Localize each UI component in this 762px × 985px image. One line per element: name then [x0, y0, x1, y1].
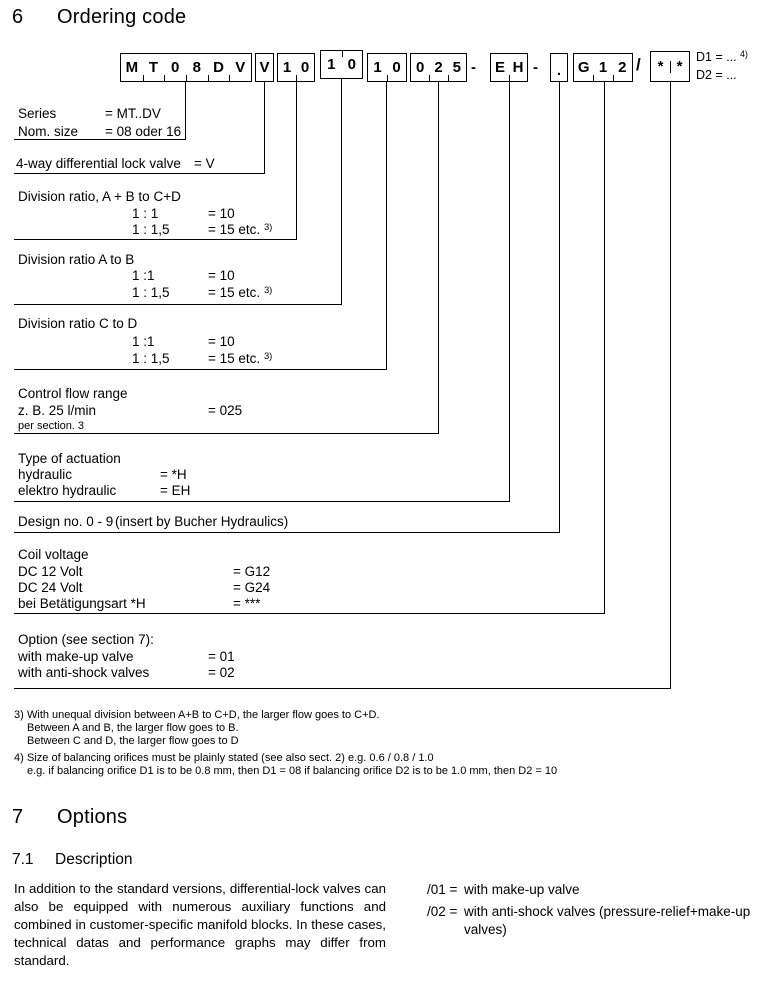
design-code-box: [550, 53, 568, 82]
section-label: per section. 3: [18, 420, 85, 432]
section-label: 4-way differential lock valve: [16, 156, 181, 171]
code-char: 2: [434, 59, 443, 76]
section-label: 1 :1: [132, 268, 155, 283]
section-value: = 01: [208, 649, 235, 664]
dash-separator: -: [471, 59, 476, 76]
section-label: Option (see section 7):: [18, 632, 154, 647]
connector-vline: [670, 82, 671, 689]
section-label: Division ratio, A + B to C+D: [18, 189, 181, 204]
section-label: z. B. 25 l/min: [18, 403, 97, 418]
section-value: = MT..DV: [105, 106, 161, 121]
code-char: *: [657, 58, 664, 75]
option-item: [427, 903, 754, 939]
section-label: with make-up valve: [18, 649, 134, 664]
section-label: Series: [18, 106, 57, 121]
code-char: 0: [392, 59, 401, 76]
d2-annotation: D2 = ...: [696, 68, 737, 82]
connector-underline: [14, 688, 671, 689]
section-label: elektro hydraulic: [18, 483, 117, 498]
connector-vline: [604, 82, 605, 614]
code-char: G: [577, 59, 590, 76]
dash-separator: -: [533, 59, 538, 76]
heading-71-title: Description: [55, 851, 133, 868]
footnote-line: e.g. if balancing orifice D1 is to be 0.8 mm, then D1 = 08 if balancing orifice D2 is to be 1.0 mm, then D2 = 10: [27, 765, 558, 777]
flow-code-box: [410, 53, 467, 82]
section-label: Design no. 0 - 9: [18, 514, 114, 529]
code-char: 0: [415, 59, 425, 76]
code-char: 8: [192, 59, 202, 76]
connector-vline: [438, 82, 439, 434]
code-char: 2: [618, 59, 627, 76]
valve-type-code-box: [255, 53, 274, 82]
section-value: = 15 etc. $^{3)}$: [208, 350, 273, 366]
footnote-marker: 4): [14, 752, 24, 764]
footnote-ref-3: 3): [263, 221, 273, 233]
connector-underline: [14, 433, 439, 434]
connector-vline: [386, 82, 387, 370]
section-label: 1 :1: [132, 334, 155, 349]
code-char: M: [125, 59, 139, 76]
footnote-ref-3: 3): [263, 284, 273, 296]
section-value: = 10: [208, 206, 235, 221]
section-value: = 10: [208, 334, 235, 349]
code-char: 1: [373, 59, 382, 76]
section-value: = 025: [208, 403, 243, 418]
footnote-line: With unequal division between A+B to C+D, the larger flow goes to C+D.: [27, 709, 380, 721]
connector-vline: [296, 82, 297, 240]
section-value: = EH: [160, 483, 191, 498]
connector-underline: [14, 173, 265, 174]
code-char: 0: [300, 59, 310, 76]
footnote-line: Size of balancing orifices must be plainly stated (see also sect. 2) e.g. 0.6 / 0.8 / 1.0: [27, 752, 434, 764]
section-label: 1 : 1,5: [132, 351, 170, 366]
section-value: = ***: [233, 596, 261, 611]
description-paragraph: In addition to the standard versions, differential-lock valves can also be equipped with numerous auxiliary functions and combined in customer-specific manifold blocks. In these cases, technical datas and performance graphs may differ from standard.: [14, 881, 386, 968]
footnote-ref-3: 3): [263, 350, 273, 362]
connector-underline: [14, 239, 297, 240]
heading-71-number: 7.1: [12, 851, 34, 868]
code-char: .: [556, 62, 562, 79]
code-char: H: [512, 59, 524, 76]
slash-separator: /: [636, 55, 641, 74]
section-value: = 02: [208, 665, 235, 680]
section-label: Division ratio C to D: [18, 316, 138, 331]
section-value: = 15 etc. $^{3)}$: [208, 284, 273, 300]
option-text: with anti-shock valves (pressure-relief+make-up valves): [464, 904, 751, 937]
ratio-abcd-code-box: [277, 53, 315, 82]
section-label: Division ratio A to B: [18, 252, 135, 267]
section-label: Nom. size: [18, 124, 79, 139]
connector-vline: [341, 79, 342, 305]
section-label: Coil voltage: [18, 547, 89, 562]
section-label: 1 : 1: [132, 206, 159, 221]
option-code: /01 =: [427, 882, 458, 897]
section-label: Control flow range: [18, 386, 128, 401]
d1-annotation: D1 = ... $^{4)}$: [696, 49, 748, 64]
code-char: 1: [327, 56, 336, 73]
connector-vline: [509, 82, 510, 502]
heading-6-number: 6: [12, 6, 24, 28]
section-label: 1 : 1,5: [132, 285, 170, 300]
footnote-ref-4: 4): [740, 49, 748, 60]
voltage-code-box: [573, 53, 633, 82]
connector-underline: [14, 501, 510, 502]
option-item: [427, 881, 754, 899]
option-code-box: [650, 51, 690, 82]
connector-vline: [559, 82, 560, 533]
option-code: /02 =: [427, 904, 458, 919]
section-value: = 15 etc. $^{3)}$: [208, 221, 273, 237]
section-value: = V: [194, 156, 215, 171]
section-label: DC 12 Volt: [18, 564, 83, 579]
footnote-line: Between C and D, the larger flow goes to D: [27, 735, 239, 747]
code-char: D: [213, 59, 224, 76]
section-label: with anti-shock valves: [18, 665, 150, 680]
footnote-marker: 3): [14, 709, 24, 721]
section-label: 1 : 1,5: [132, 222, 170, 237]
section-label: bei Betätigungsart *H: [18, 596, 146, 611]
connector-underline: [14, 304, 342, 305]
connector-underline: [14, 613, 605, 614]
footnote-line: Between A and B, the larger flow goes to B.: [27, 722, 239, 734]
section-value: = G12: [233, 564, 271, 579]
actuation-code-box: [490, 53, 528, 82]
code-char: 0: [171, 59, 180, 76]
section-label: DC 24 Volt: [18, 580, 83, 595]
ratio-cd-code-box: [367, 53, 407, 82]
code-char: V: [259, 59, 270, 76]
code-char: 0: [347, 56, 356, 73]
connector-underline: [14, 139, 186, 140]
code-char: E: [494, 59, 505, 76]
section-label: Type of actuation: [18, 451, 121, 466]
series-code-box: [120, 53, 252, 82]
section-value: = *H: [160, 467, 187, 482]
code-char: 1: [282, 59, 292, 76]
section-value: = 08 oder 16: [105, 124, 182, 139]
code-char: V: [235, 59, 246, 76]
heading-7-number: 7: [12, 806, 24, 828]
code-char: 1: [598, 59, 608, 76]
connector-underline: [14, 532, 560, 533]
connector-underline: [14, 369, 387, 370]
heading-6: [12, 6, 23, 29]
connector-vline: [185, 82, 186, 140]
section-value: = G24: [233, 580, 271, 595]
option-text: with make-up valve: [464, 882, 580, 897]
section-value: = 10: [208, 268, 235, 283]
ratio-ab-code-box: [320, 50, 363, 79]
section-value: (insert by Bucher Hydraulics): [115, 514, 289, 529]
heading-7-title: Options: [57, 806, 128, 828]
section-label: hydraulic: [18, 467, 73, 482]
code-char: 5: [452, 59, 461, 76]
heading-6-title: Ordering code: [57, 6, 187, 28]
connector-vline: [264, 82, 265, 174]
code-char: T: [148, 59, 159, 76]
code-char: *: [676, 58, 683, 75]
